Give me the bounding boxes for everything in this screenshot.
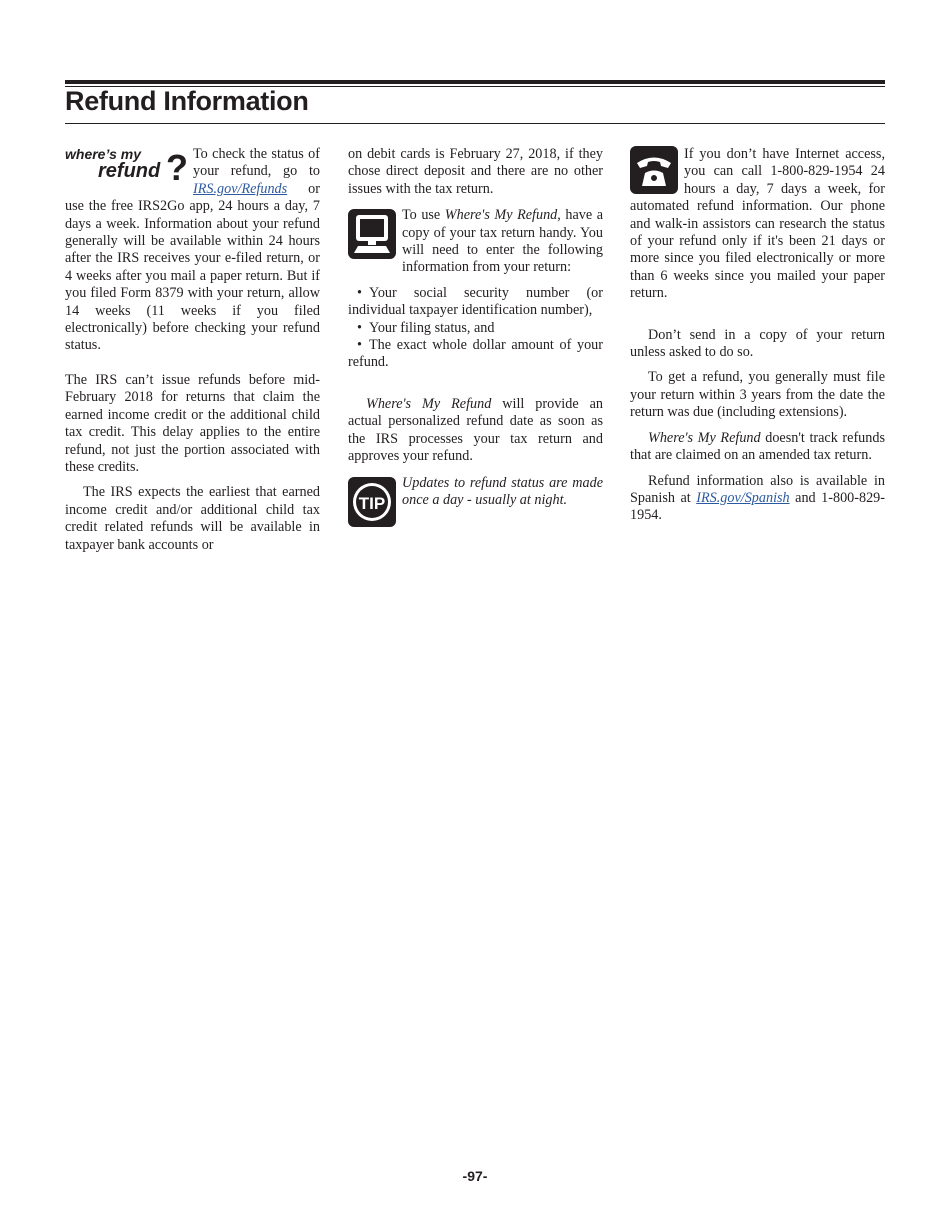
title-rule bbox=[65, 123, 885, 124]
col3-para3: To get a refund, you generally must file your return within 3 years from the date the return was due (including extensions). bbox=[630, 369, 885, 421]
col1-para3: The IRS expects the earliest that earned income credit and/or additional child tax credit related refunds will be available in taxpayer bank accounts or bbox=[65, 484, 320, 553]
irs-refunds-link[interactable]: IRS.gov/Refunds bbox=[193, 180, 288, 197]
top-rule-thick bbox=[65, 80, 885, 84]
column-2 bbox=[348, 146, 603, 529]
col3-para5: Refund information also is available in Spanish at IRS.gov/Spanish and 1-800-829-1954. bbox=[630, 472, 885, 524]
col3-para2: Don’t send in a copy of your return unless asked to do so. bbox=[630, 326, 885, 361]
list-item: • Your social security number (or individual taxpayer identification number), bbox=[348, 284, 603, 319]
col1-para2: The IRS can’t issue refunds before mid-February 2018 for returns that claim the earned income credit or the additional child tax credit. This delay applies to the entire refund, not just the portion associated with these credits. bbox=[65, 371, 320, 475]
col1-para1: To check the status of your refund, go to IRS.gov/Refunds or use the free IRS2Go app, 24 hours a day, 7 days a week. Information about your refund generally will be available within 24 hours after the IRS receives your e-filed return, or 4 weeks after you mail a paper return. But if you filed Form 8379 with your return, allow 14 weeks (11 weeks if you filed electronically) before checking your refund status. bbox=[65, 146, 320, 354]
col3-para4: Where's My Refund doesn't track refunds that are claimed on an amended tax return. bbox=[630, 429, 885, 464]
col3-para1: If you don’t have Internet access, you can call 1-800-829-1954 24 hours a day, 7 days a week, for automated refund information. Our phone and walk-in assistors can research the status of your refund only if it's been 21 days or more since you filed electronically or more than 6 weeks since you mailed your paper return. bbox=[630, 146, 885, 302]
logo-question-mark: ? bbox=[166, 147, 188, 182]
irs-spanish-link[interactable]: IRS.gov/Spanish bbox=[696, 489, 790, 506]
required-info-list bbox=[348, 285, 603, 372]
col2-para1: on debit cards is February 27, 2018, if they chose direct deposit and there are no other issues with the tax return. bbox=[348, 146, 603, 197]
tip-text: Updates to refund status are made once a day - usually at night. bbox=[402, 474, 603, 508]
logo-line1: where’s my bbox=[65, 146, 142, 162]
tip-label: TIP bbox=[358, 493, 386, 513]
col2-para2: To use Where's My Refund, have a copy of your tax return handy. You will need to enter the following information from your return: bbox=[402, 207, 603, 276]
list-item: • The exact whole dollar amount of your refund. bbox=[348, 337, 603, 371]
telephone-icon bbox=[630, 146, 678, 194]
tip-icon bbox=[348, 477, 396, 527]
column-1 bbox=[65, 146, 320, 554]
logo-line2: refund bbox=[98, 160, 161, 182]
computer-icon bbox=[348, 209, 396, 259]
wheres-my-refund-logo bbox=[65, 146, 193, 182]
list-item: • Your filing status, and bbox=[357, 319, 495, 336]
col2-para3: Where's My Refund will provide an actual personalized refund date as soon as the IRS processes your tax return and approves your refund. bbox=[348, 395, 603, 465]
page-number: -97- bbox=[462, 1168, 488, 1184]
column-3 bbox=[630, 146, 885, 525]
page-title: Refund Information bbox=[65, 86, 309, 116]
